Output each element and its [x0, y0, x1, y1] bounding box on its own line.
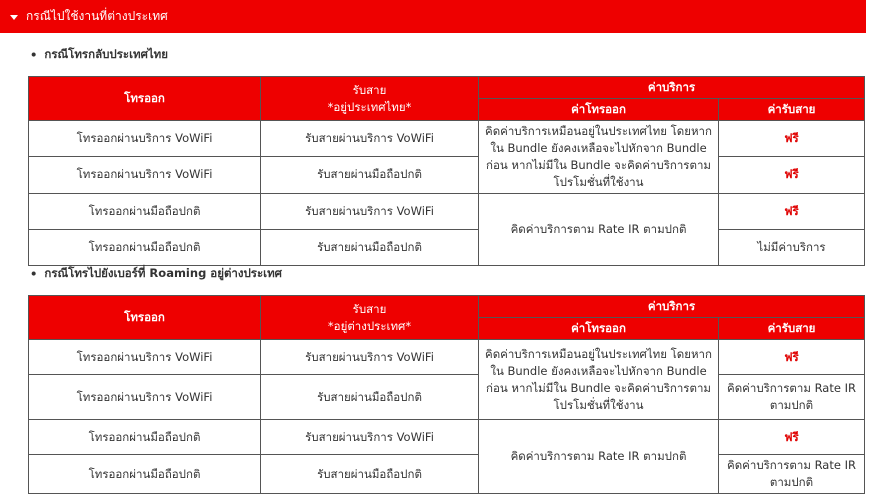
table-row [29, 340, 865, 375]
cell-caller: โทรออกผ่านบริการ VoWiFi [29, 340, 261, 375]
cell-receiver: รับสายผ่านบริการ VoWiFi [261, 194, 479, 230]
header-receive-fee: ค่ารับสาย [719, 318, 865, 340]
cell-receiver: รับสายผ่านบริการ VoWiFi [261, 340, 479, 375]
header-service-fee: ค่าบริการ [479, 77, 865, 99]
cell-call-fee: คิดค่าบริการเหมือนอยู่ในประเทศไทย โดยหากใน Bundle ยังคงเหลือจะไปหักจาก Bundle ก่อน หากไม่มีใน Bundle จะคิดค่าบริการตามโปรโมชั่นที่ใช้งาน [479, 121, 719, 194]
cell-receive-fee: ฟรี [719, 340, 865, 375]
cell-receive-fee: ฟรี [719, 194, 865, 230]
cell-caller: โทรออกผ่านบริการ VoWiFi [29, 121, 261, 157]
table-row [29, 455, 865, 494]
header-call-fee: ค่าโทรออก [479, 318, 719, 340]
header-receiver [261, 296, 479, 340]
header-receiver-line2: *อยู่ต่างประเทศ* [327, 318, 412, 333]
section2-heading [30, 265, 282, 283]
rates-table-thailand [28, 76, 865, 266]
bullet-icon: • [30, 48, 38, 62]
cell-caller: โทรออกผ่านบริการ VoWiFi [29, 156, 261, 193]
cell-caller: โทรออกผ่านมือถือปกติ [29, 455, 261, 494]
cell-receiver: รับสายผ่านบริการ VoWiFi [261, 420, 479, 455]
table-row [29, 230, 865, 266]
header-receiver-line2: *อยู่ประเทศไทย* [327, 99, 412, 114]
cell-receive-fee: ฟรี [719, 420, 865, 455]
table-row [29, 194, 865, 230]
header-caller: โทรออก [29, 296, 261, 340]
section1-title: กรณีโทรกลับประเทศไทย [44, 47, 168, 61]
cell-caller: โทรออกผ่านมือถือปกติ [29, 420, 261, 455]
table-row [29, 121, 865, 157]
header-call-fee: ค่าโทรออก [479, 99, 719, 121]
cell-receive-fee: คิดค่าบริการตาม Rate IR ตามปกติ [719, 455, 865, 494]
cell-caller: โทรออกผ่านบริการ VoWiFi [29, 375, 261, 420]
header-receive-fee: ค่ารับสาย [719, 99, 865, 121]
cell-receiver: รับสายผ่านบริการ VoWiFi [261, 121, 479, 157]
table-row [29, 420, 865, 455]
cell-receiver: รับสายผ่านมือถือปกติ [261, 455, 479, 494]
cell-call-fee: คิดค่าบริการตาม Rate IR ตามปกติ [479, 194, 719, 266]
cell-receive-fee: ฟรี [719, 121, 865, 157]
banner-title: กรณีไปใช้งานที่ต่างประเทศ [26, 9, 168, 23]
header-service-fee: ค่าบริการ [479, 296, 865, 318]
bullet-icon: • [30, 267, 38, 281]
cell-receiver: รับสายผ่านมือถือปกติ [261, 375, 479, 420]
rates-table-roaming [28, 295, 865, 494]
table-row [29, 156, 865, 193]
cell-call-fee: คิดค่าบริการเหมือนอยู่ในประเทศไทย โดยหากใน Bundle ยังคงเหลือจะไปหักจาก Bundle ก่อน หากไม่มีใน Bundle จะคิดค่าบริการตามโปรโมชั่นที่ใช้งาน [479, 340, 719, 420]
header-receiver [261, 77, 479, 121]
cell-call-fee: คิดค่าบริการตาม Rate IR ตามปกติ [479, 420, 719, 494]
header-receiver-line1: รับสาย [352, 301, 387, 316]
cell-receiver: รับสายผ่านมือถือปกติ [261, 156, 479, 193]
cell-caller: โทรออกผ่านมือถือปกติ [29, 230, 261, 266]
cell-receiver: รับสายผ่านมือถือปกติ [261, 230, 479, 266]
header-caller: โทรออก [29, 77, 261, 121]
cell-receive-fee: ไม่มีค่าบริการ [719, 230, 865, 266]
cell-receive-fee: ฟรี [719, 156, 865, 193]
caret-down-icon [10, 15, 18, 20]
cell-receive-fee: คิดค่าบริการตาม Rate IR ตามปกติ [719, 375, 865, 420]
section-banner[interactable] [0, 0, 866, 33]
cell-caller: โทรออกผ่านมือถือปกติ [29, 194, 261, 230]
header-receiver-line1: รับสาย [352, 82, 387, 97]
section2-title: กรณีโทรไปยังเบอร์ที่ Roaming อยู่ต่างประเทศ [44, 266, 282, 280]
section1-heading [30, 46, 168, 64]
table-row [29, 375, 865, 420]
